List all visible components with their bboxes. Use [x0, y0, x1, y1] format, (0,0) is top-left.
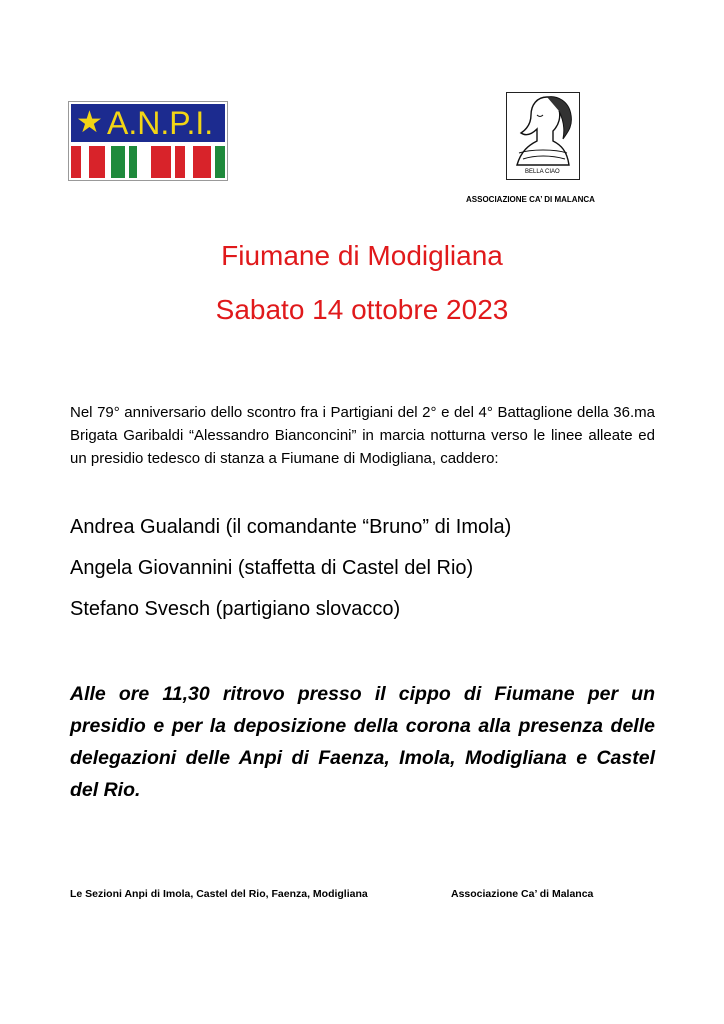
fallen-item: Andrea Gualandi (il comandante “Bruno” di Imola) — [70, 516, 512, 538]
event-date: Sabato 14 ottobre 2023 — [215, 294, 509, 325]
italian-flag-stripes — [71, 146, 225, 178]
malanca-logo — [506, 92, 580, 180]
star-icon: ★ — [76, 105, 103, 140]
appointment-paragraph: Alle ore 11,30 ritrovo presso il cippo di Fiumane per un presidio e per la deposizione della corona alla presenza delle delegazioni delle Anpi di Faenza, Imola, Modigliana e Castel del Rio. — [70, 683, 655, 801]
intro-paragraph: Nel 79° anniversario dello scontro fra i Partigiani del 2° e del 4° Battaglione della 36.ma Brigata Garibaldi “Alessandro Bianconcini” in marcia notturna verso le linee alleate ed un presidio tedesco di stanza a Fiumane di Modigliana, caddero: — [70, 404, 655, 467]
malanca-logo-caption: BELLA CIAO — [525, 169, 560, 175]
woman-portrait-icon — [507, 93, 579, 179]
footer-signature-sections: Le Sezioni Anpi di Imola, Castel del Rio, Faenza, Modigliana — [70, 888, 368, 900]
page-title: Fiumane di Modigliana — [221, 240, 503, 271]
anpi-logo-band — [71, 104, 225, 142]
footer-signature-association: Associazione Ca’ di Malanca — [451, 888, 594, 900]
fallen-item: Stefano Svesch (partigiano slovacco) — [70, 598, 401, 620]
anpi-logo-text: A.N.P.I. — [107, 105, 214, 141]
anpi-logo — [68, 101, 228, 181]
fallen-item: Angela Giovannini (staffetta di Castel del Rio) — [70, 557, 474, 579]
association-label: ASSOCIAZIONE CA’ DI MALANCA — [466, 195, 595, 204]
